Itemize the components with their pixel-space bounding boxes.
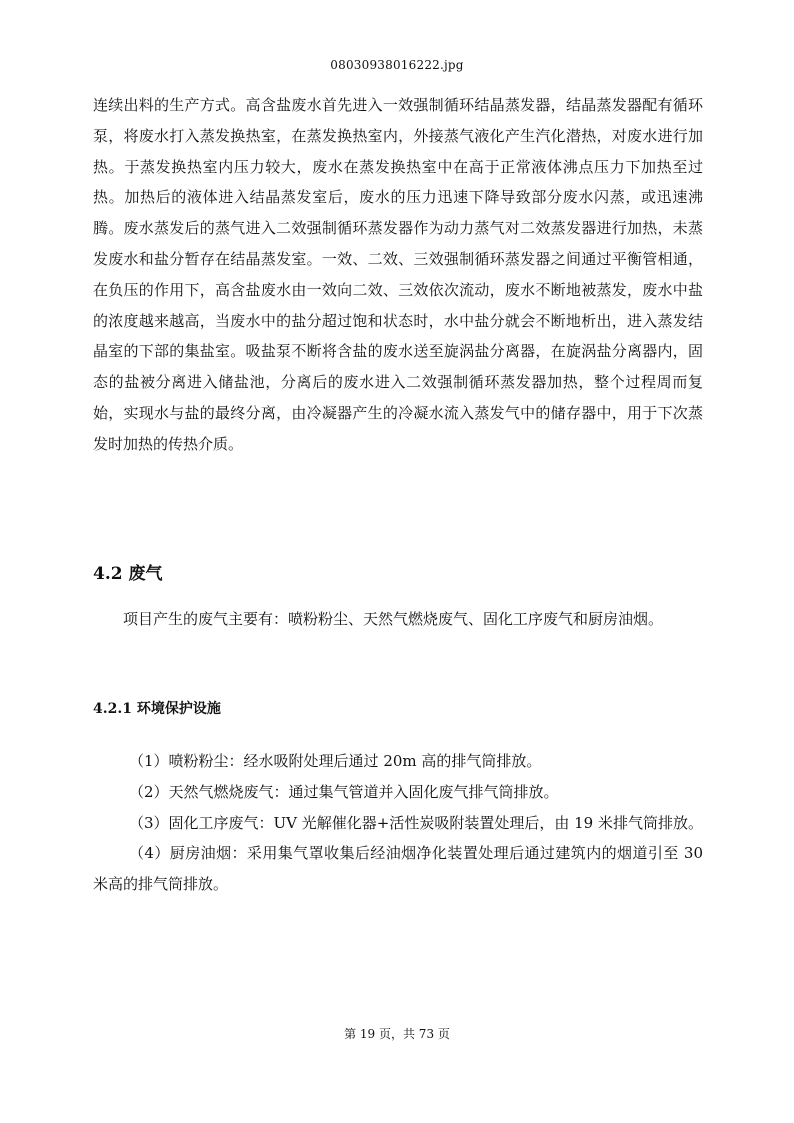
section-intro-paragraph: 项目产生的废气主要有：喷粉粉尘、天然气燃烧废气、固化工序废气和厨房油烟。 (123, 610, 664, 628)
section-heading-4-2: 4.2 废气 (93, 564, 163, 584)
subsection-heading-4-2-1: 4.2.1 环境保护设施 (93, 701, 221, 717)
image-filename: 08030938016222.jpg (330, 58, 464, 72)
body-paragraph: 连续出料的生产方式。高含盐废水首先进入一效强制循环结晶蒸发器，结晶蒸发器配有循环泵，将废水打入蒸发换热室，在蒸发换热室内，外接蒸气液化产生汽化潜热，对废水进行加热。于蒸发换热室内压力较大，废水在蒸发换热室中在高于正常液体沸点压力下加热至过热。加热后的液体进入结晶蒸发室后，废水的压力迅速下降导致部分废水闪蒸，或迅速沸腾。废水蒸发后的蒸气进入二效强制循环蒸发器作为动力蒸气对二效蒸发器进行加热，未蒸发废水和盐分暂存在结晶蒸发室。一效、二效、三效强制循环蒸发器之间通过平衡管相通，在负压的作用下，高含盐废水由一效向二效、三效依次流动，废水不断地被蒸发，废水中盐的浓度越来越高，当废水中的盐分超过饱和状态时，水中盐分就会不断地析出，进入蒸发结晶室的下部的集盐室。吸盐泵不断将含盐的废水送至旋涡盐分离器，在旋涡盐分离器内，固态的盐被分离进入储盐池，分离后的废水进入二效强制循环蒸发器加热，整个过程周而复始，实现水与盐的最终分离，由冷凝器产生的冷凝水流入蒸发气中的储存器中，用于下次蒸发时加热的传热介质。 (93, 96, 703, 453)
protection-measures-list (93, 746, 703, 900)
list-item: （2）天然气燃烧废气：通过集气管道并入固化废气排气筒排放。 (129, 782, 559, 801)
page-number: 第 19 页，共 73 页 (344, 1027, 450, 1041)
list-item: （4）厨房油烟：采用集气罩收集后经油烟净化装置处理后通过建筑内的烟道引至 30 米高的排气筒排放。 (93, 844, 703, 894)
list-item: （3）固化工序废气：UV 光解催化器+活性炭吸附装置处理后，由 19 米排气筒排放。 (129, 813, 703, 832)
list-item: （1）喷粉粉尘：经水吸附处理后通过 20m 高的排气筒排放。 (129, 752, 542, 770)
